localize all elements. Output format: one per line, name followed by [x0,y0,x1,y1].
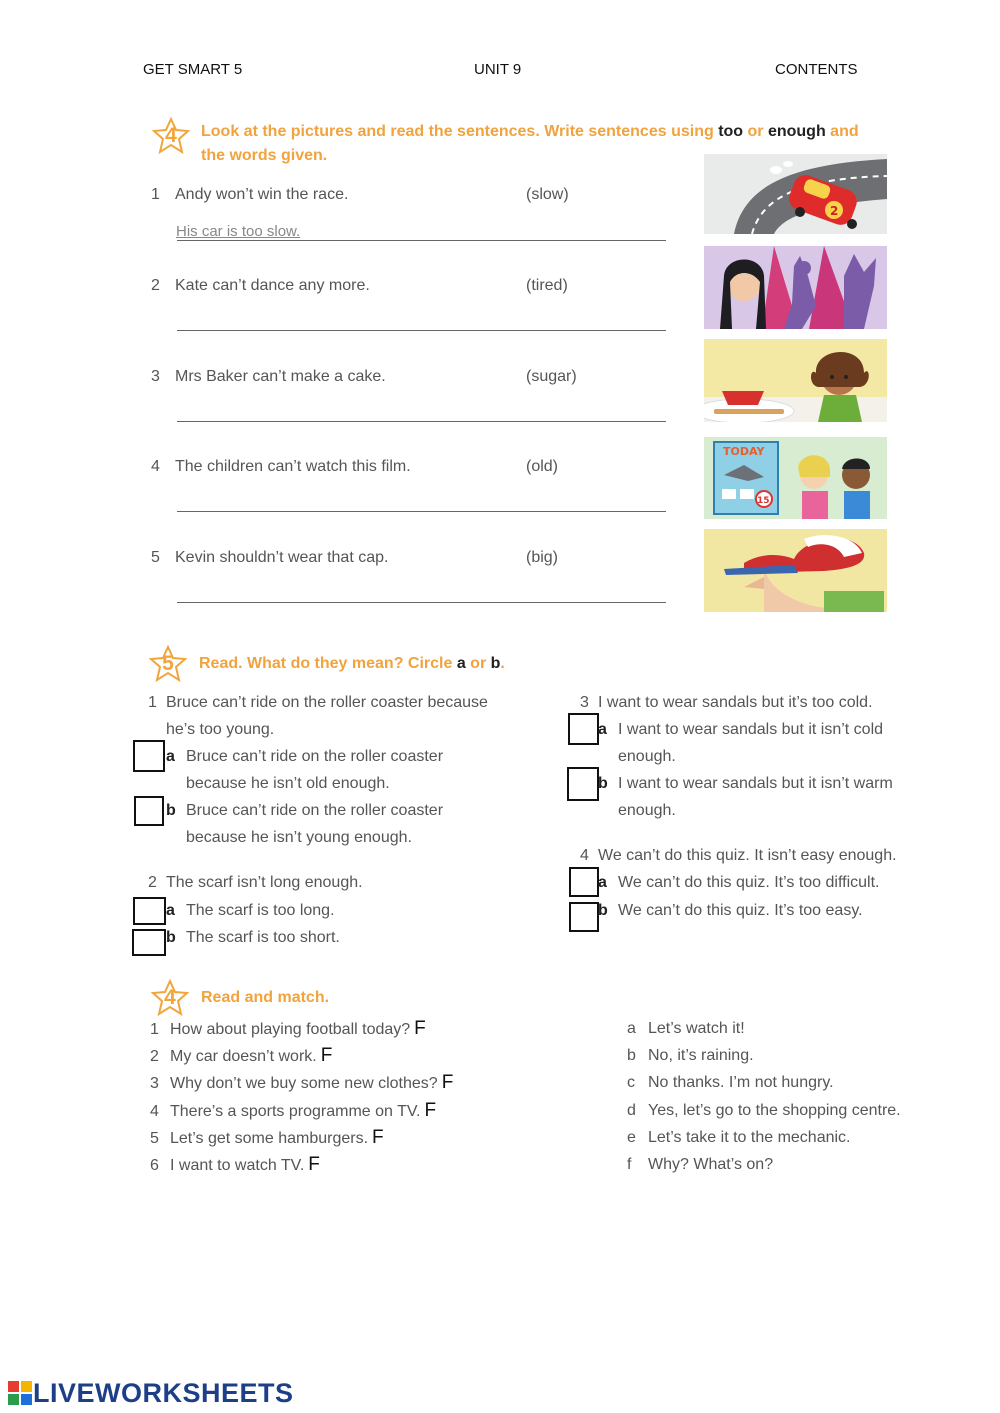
answer-checkbox[interactable] [133,897,166,925]
answer-checkbox[interactable] [133,740,165,772]
exercise-instruction: Read. What do they mean? Circle a or b. [199,655,505,672]
answer-checkbox[interactable] [569,867,599,897]
answer-line[interactable] [177,511,666,512]
match-answer: c No thanks. I’m not hungry. [627,1074,834,1091]
match-answer: a Let’s watch it! [627,1020,745,1037]
exercise-number: 5 [162,652,174,675]
option-text: because he isn’t old enough. [186,775,390,792]
word-hint: (tired) [526,277,568,294]
answer-mark[interactable]: F [414,1018,426,1039]
question-text: 3 I want to wear sandals but it’s too cold. [580,694,873,711]
exercise-number-badge [150,978,190,1018]
option-b: b I want to wear sandals but it isn’t warm [598,775,893,792]
word-hint: (slow) [526,186,569,203]
mrs-baker-cake-picture [704,339,887,422]
match-question: 3 Why don’t we buy some new clothes? F [150,1072,454,1093]
header-unit: UNIT 9 [474,61,522,78]
answer-line[interactable] [177,602,666,603]
exercise-number-badge [151,116,191,156]
question-text: 4 We can’t do this quiz. It isn’t easy enough. [580,847,897,864]
match-question: 5 Let’s get some hamburgers. F [150,1127,384,1148]
answer-mark[interactable]: F [372,1127,384,1148]
liveworksheets-logo [8,1378,294,1409]
option-b: b Bruce can’t ride on the roller coaster [166,802,444,819]
answer-mark[interactable]: F [424,1100,437,1121]
option-text: because he isn’t young enough. [186,829,412,846]
option-b: b The scarf is too short. [166,929,340,946]
match-answer: d Yes, let’s go to the shopping centre. [627,1102,901,1119]
word-hint: (sugar) [526,368,577,385]
exercise-number-badge [148,644,188,684]
logo-icon [8,1381,32,1405]
answer-line[interactable] [177,330,666,331]
question-item: 5 Kevin shouldn’t wear that cap. [151,549,389,566]
children-film-poster-picture [704,437,887,519]
question-item: 4 The children can’t watch this film. [151,458,411,475]
option-a: a The scarf is too long. [166,902,335,919]
question-item: 3 Mrs Baker can’t make a cake. [151,368,386,385]
question-text: he’s too young. [166,721,275,738]
match-answer: e Let’s take it to the mechanic. [627,1129,851,1146]
answer-mark[interactable]: F [320,1045,333,1066]
match-answer: f Why? What’s on? [627,1156,774,1173]
poster-title: TODAY [723,445,765,458]
exercise-instruction: Read and match. [201,989,330,1006]
header-contents: CONTENTS [775,61,858,78]
tired-girl-dancing-picture [704,246,887,329]
answer-checkbox[interactable] [134,796,164,826]
answer-mark[interactable]: F [308,1154,320,1175]
answer-checkbox[interactable] [567,767,599,801]
match-question: 2 My car doesn’t work. F [150,1045,333,1066]
question-text: 1 Bruce can’t ride on the roller coaster because [148,694,488,711]
answer-mark[interactable]: F [441,1072,454,1093]
option-a: a I want to wear sandals but it isn’t cold [598,721,884,738]
question-text: 2 The scarf isn’t long enough. [148,874,363,891]
poster-rating: 15 [757,496,770,506]
example-answer: His car is too slow. [176,223,301,240]
option-a: a We can’t do this quiz. It’s too difficult. [598,874,880,891]
question-item: 2 Kate can’t dance any more. [151,277,370,294]
match-answer: b No, it’s raining. [627,1047,754,1064]
kevin-cap-picture [704,529,887,612]
option-text: enough. [618,802,676,819]
race-car-picture [704,154,887,234]
answer-line[interactable] [177,421,666,422]
word-hint: (old) [526,458,559,475]
exercise-number: 4 [165,124,177,147]
option-text: enough. [618,748,676,765]
answer-checkbox[interactable] [568,713,599,745]
match-question: 6 I want to watch TV. F [150,1154,320,1175]
option-a: a Bruce can’t ride on the roller coaster [166,748,444,765]
exercise-number: 4 [164,986,176,1009]
answer-line[interactable] [177,240,666,241]
question-item: 1 Andy won’t win the race. [151,186,349,203]
logo-text: LIVEWORKSHEETS [33,1378,294,1408]
match-question: 4 There’s a sports programme on TV. F [150,1100,437,1121]
word-hint: (big) [526,549,559,566]
answer-checkbox[interactable] [132,929,166,956]
header-book-title: GET SMART 5 [143,61,243,78]
exercise-instruction: Look at the pictures and read the sentences. Write sentences using too or enough and the words given. [201,123,859,164]
match-question: 1 How about playing football today? F [150,1018,426,1039]
answer-checkbox[interactable] [569,902,599,932]
option-b: b We can’t do this quiz. It’s too easy. [598,902,863,919]
svg-text:2: 2 [830,204,839,218]
